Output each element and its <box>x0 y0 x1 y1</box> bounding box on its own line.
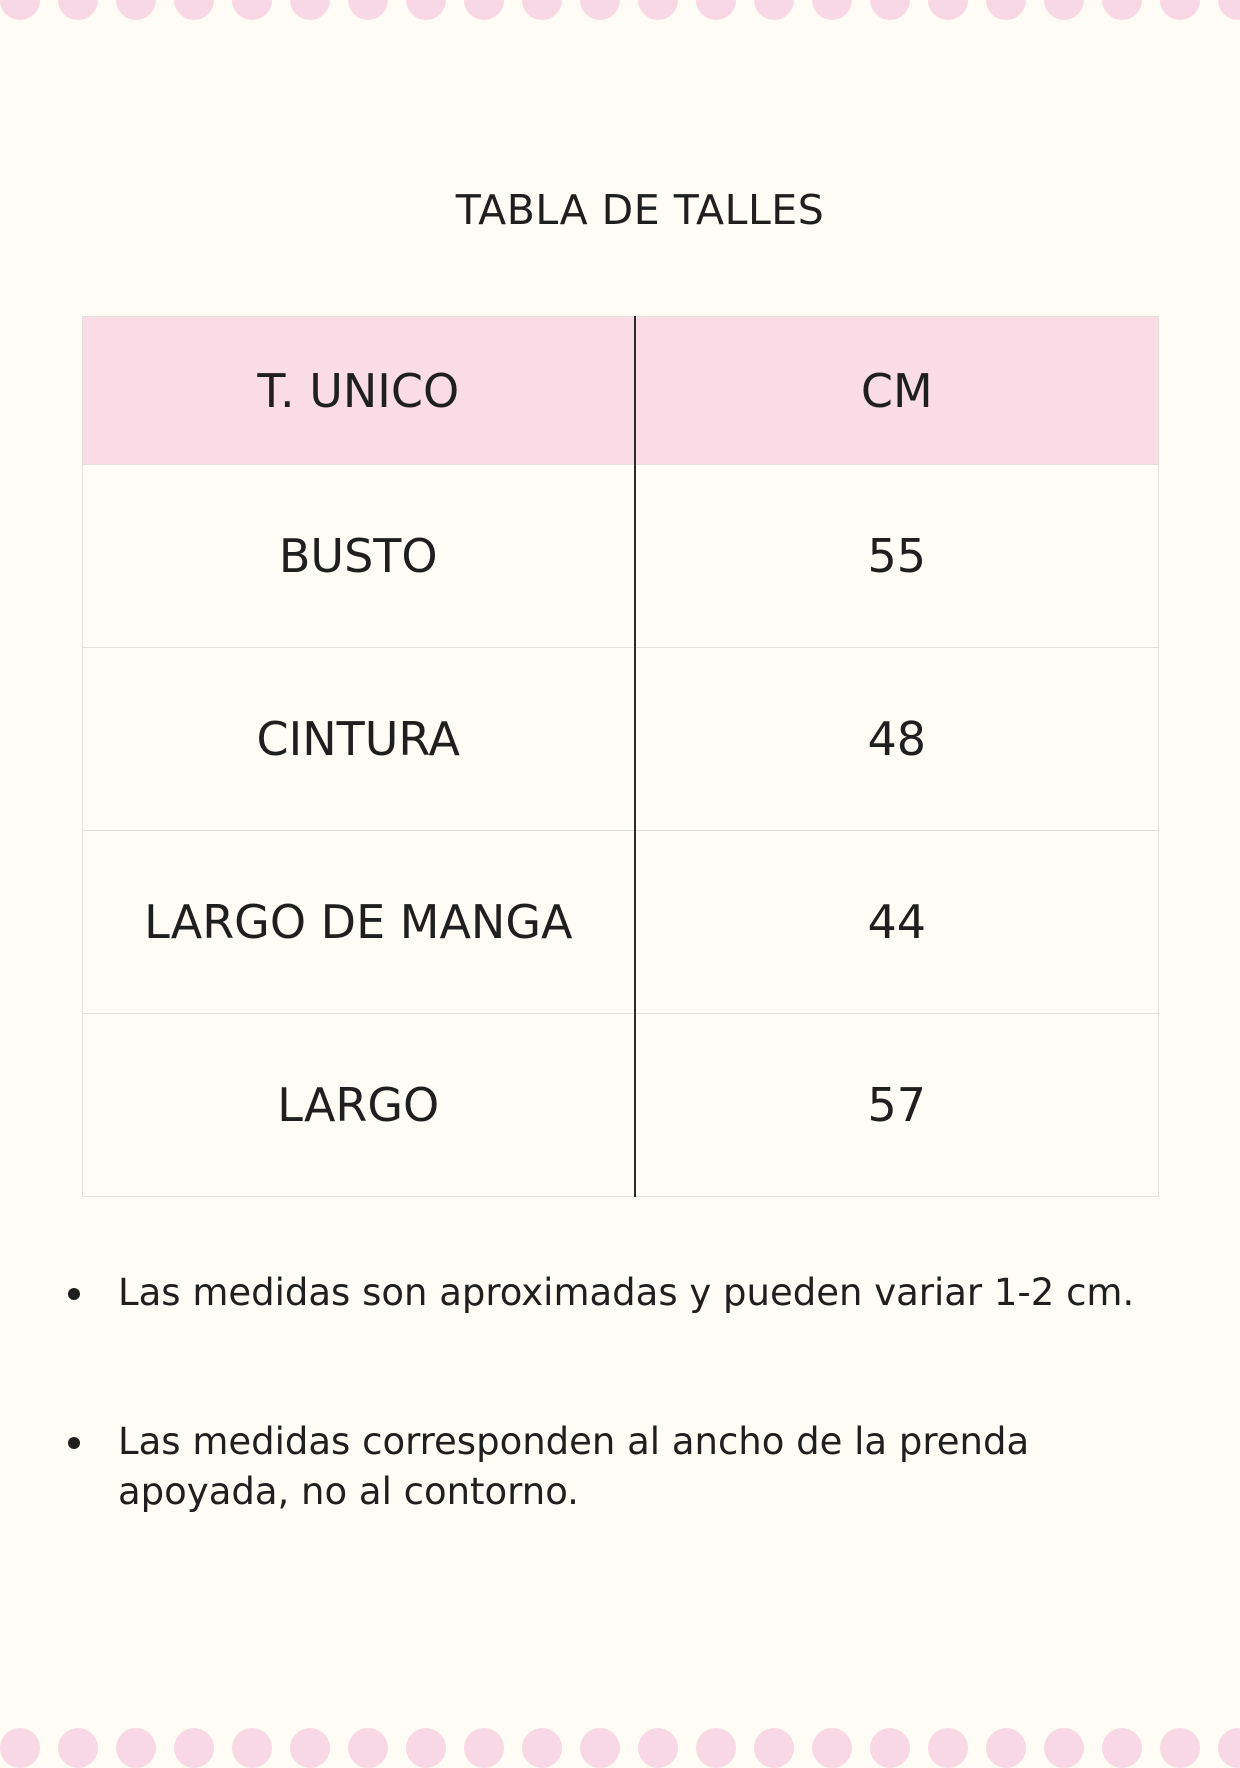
scallop-dot <box>928 1728 968 1768</box>
scallop-dot <box>1160 1728 1200 1768</box>
table-row <box>83 1014 1159 1197</box>
scallop-dot <box>232 0 272 20</box>
top-scallop-border <box>0 0 1240 20</box>
scallop-dot <box>348 1728 388 1768</box>
measure-value: 48 <box>635 648 1159 831</box>
note-text: Las medidas son aproximadas y pueden variar 1-2 cm. <box>118 1271 1135 1314</box>
measure-label: LARGO <box>83 1014 635 1197</box>
scallop-dot <box>1102 1728 1142 1768</box>
scallop-dot <box>406 1728 446 1768</box>
scallop-dot <box>1160 0 1200 20</box>
scallop-dot <box>58 0 98 20</box>
scallop-dot <box>174 1728 214 1768</box>
measure-label: BUSTO <box>83 465 635 648</box>
scallop-dot <box>870 1728 910 1768</box>
scallop-dot <box>464 0 504 20</box>
scallop-dot <box>116 0 156 20</box>
list-item <box>60 1268 1180 1318</box>
scallop-dot <box>812 1728 852 1768</box>
scallop-dot <box>754 0 794 20</box>
scallop-dot <box>638 0 678 20</box>
header-cm: CM <box>635 317 1159 465</box>
scallop-dot <box>1044 0 1084 20</box>
measure-value: 55 <box>635 465 1159 648</box>
measure-label: LARGO DE MANGA <box>83 831 635 1014</box>
scallop-dot <box>116 1728 156 1768</box>
scallop-dot <box>58 1728 98 1768</box>
list-item <box>60 1417 1180 1517</box>
measure-value: 57 <box>635 1014 1159 1197</box>
scallop-dot <box>928 0 968 20</box>
scallop-dot <box>1102 0 1142 20</box>
scallop-dot <box>174 0 214 20</box>
scallop-dot <box>870 0 910 20</box>
scallop-dot <box>1044 1728 1084 1768</box>
bullet-icon <box>68 1288 80 1300</box>
scallop-dot <box>696 0 736 20</box>
scallop-dot <box>290 0 330 20</box>
scallop-dot <box>0 0 40 20</box>
bottom-scallop-border <box>0 1728 1240 1768</box>
bullet-icon <box>68 1437 80 1449</box>
scallop-dot <box>986 0 1026 20</box>
scallop-dot <box>522 0 562 20</box>
scallop-dot <box>406 0 446 20</box>
scallop-dot <box>522 1728 562 1768</box>
measure-value: 44 <box>635 831 1159 1014</box>
size-table <box>82 316 1159 1197</box>
table-row <box>83 648 1159 831</box>
scallop-dot <box>0 1728 40 1768</box>
measure-label: CINTURA <box>83 648 635 831</box>
scallop-dot <box>1218 1728 1240 1768</box>
scallop-dot <box>232 1728 272 1768</box>
scallop-dot <box>986 1728 1026 1768</box>
table-row <box>83 831 1159 1014</box>
page-title: TABLA DE TALLES <box>455 186 825 234</box>
scallop-dot <box>638 1728 678 1768</box>
scallop-dot <box>1218 0 1240 20</box>
table-header-row <box>83 317 1159 465</box>
scallop-dot <box>754 1728 794 1768</box>
scallop-dot <box>580 1728 620 1768</box>
header-size: T. UNICO <box>83 317 635 465</box>
scallop-dot <box>696 1728 736 1768</box>
scallop-dot <box>290 1728 330 1768</box>
notes-list <box>60 1268 1180 1517</box>
scallop-dot <box>348 0 388 20</box>
scallop-dot <box>464 1728 504 1768</box>
scallop-dot <box>580 0 620 20</box>
note-text: Las medidas corresponden al ancho de la prenda apoyada, no al contorno. <box>118 1420 1030 1513</box>
table-row <box>83 465 1159 648</box>
scallop-dot <box>812 0 852 20</box>
